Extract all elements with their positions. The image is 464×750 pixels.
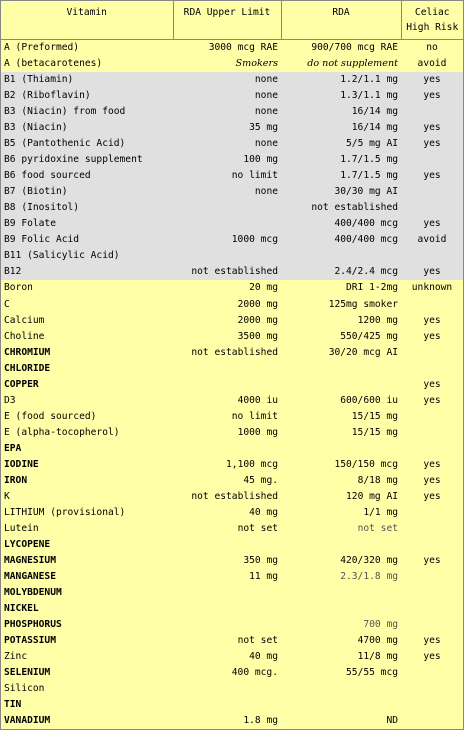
upper-limit-cell: not established xyxy=(173,345,281,361)
vitamin-name-cell: CHROMIUM xyxy=(1,345,173,361)
celiac-risk-cell xyxy=(401,521,463,537)
upper-limit-cell: 40 mg xyxy=(173,649,281,665)
vitamin-name-cell: TIN xyxy=(1,697,173,713)
vitamin-name-cell: Zinc xyxy=(1,649,173,665)
table-row xyxy=(1,297,463,313)
upper-limit-cell xyxy=(173,537,281,553)
header-high-risk-label: High Risk xyxy=(406,22,459,33)
rda-cell xyxy=(281,585,401,601)
table-row xyxy=(1,248,463,264)
table-row xyxy=(1,505,463,521)
table-row xyxy=(1,280,463,296)
vitamin-name-cell: VANADIUM xyxy=(1,713,173,729)
rda-cell: 15/15 mg xyxy=(281,425,401,441)
rda-cell: 420/320 mg xyxy=(281,553,401,569)
upper-limit-cell xyxy=(173,361,281,377)
celiac-risk-cell xyxy=(401,297,463,313)
upper-limit-cell xyxy=(173,200,281,216)
table-row xyxy=(1,72,463,88)
vitamin-name-cell: Boron xyxy=(1,280,173,296)
table-row xyxy=(1,168,463,184)
vitamin-name-cell: B2 (Riboflavin) xyxy=(1,88,173,104)
celiac-risk-cell xyxy=(401,200,463,216)
upper-limit-cell: 1.8 mg xyxy=(173,713,281,729)
vitamin-name-cell: IRON xyxy=(1,473,173,489)
vitamin-name-cell: B11 (Salicylic Acid) xyxy=(1,248,173,264)
celiac-risk-cell xyxy=(401,681,463,697)
celiac-risk-cell xyxy=(401,441,463,457)
rda-cell: 600/600 iu xyxy=(281,393,401,409)
rda-cell: 16/14 mg xyxy=(281,120,401,136)
rda-cell: 1/1 mg xyxy=(281,505,401,521)
celiac-risk-cell: yes xyxy=(401,553,463,569)
vitamin-name-cell: C xyxy=(1,297,173,313)
table-row xyxy=(1,457,463,473)
upper-limit-cell: 4000 iu xyxy=(173,393,281,409)
upper-limit-cell: 2000 mg xyxy=(173,297,281,313)
table-row xyxy=(1,200,463,216)
rda-cell: 55/55 mcg xyxy=(281,665,401,681)
celiac-risk-cell xyxy=(401,505,463,521)
vitamin-name-cell: Calcium xyxy=(1,313,173,329)
vitamin-name-cell: K xyxy=(1,489,173,505)
table-row xyxy=(1,649,463,665)
table-row xyxy=(1,473,463,489)
rda-cell xyxy=(281,248,401,264)
table-row xyxy=(1,313,463,329)
rda-cell: 150/150 mcg xyxy=(281,457,401,473)
rda-cell: 30/30 mg AI xyxy=(281,184,401,200)
vitamin-name-cell: B7 (Biotin) xyxy=(1,184,173,200)
table-row xyxy=(1,681,463,697)
table-row xyxy=(1,633,463,649)
table-row xyxy=(1,441,463,457)
celiac-risk-cell: unknown xyxy=(401,280,463,296)
upper-limit-cell: 3000 mcg RAE xyxy=(173,40,281,57)
rda-cell: 400/400 mcg xyxy=(281,216,401,232)
header-row xyxy=(1,1,463,40)
table-row xyxy=(1,361,463,377)
table-row xyxy=(1,40,463,57)
celiac-risk-cell xyxy=(401,713,463,729)
celiac-risk-cell: yes xyxy=(401,329,463,345)
table-row xyxy=(1,345,463,361)
table-row xyxy=(1,425,463,441)
vitamin-name-cell: Choline xyxy=(1,329,173,345)
celiac-risk-cell: yes xyxy=(401,313,463,329)
celiac-risk-cell xyxy=(401,104,463,120)
rda-cell xyxy=(281,361,401,377)
celiac-risk-cell: yes xyxy=(401,216,463,232)
celiac-risk-cell xyxy=(401,617,463,633)
vitamin-name-cell: MAGNESIUM xyxy=(1,553,173,569)
upper-limit-cell: no limit xyxy=(173,409,281,425)
upper-limit-cell: none xyxy=(173,104,281,120)
rda-cell: 1.7/1.5 mg xyxy=(281,168,401,184)
vitamin-name-cell: B9 Folate xyxy=(1,216,173,232)
celiac-risk-cell: yes xyxy=(401,136,463,152)
vitamin-name-cell: IODINE xyxy=(1,457,173,473)
rda-cell: 400/400 mcg xyxy=(281,232,401,248)
celiac-risk-cell xyxy=(401,569,463,585)
table-row xyxy=(1,104,463,120)
vitamin-name-cell: E (alpha-tocopherol) xyxy=(1,425,173,441)
celiac-risk-cell xyxy=(401,345,463,361)
vitamin-name-cell: B1 (Thiamin) xyxy=(1,72,173,88)
rda-cell: DRI 1-2mg xyxy=(281,280,401,296)
celiac-risk-cell: yes xyxy=(401,377,463,393)
rda-cell: 2.3/1.8 mg xyxy=(281,569,401,585)
header-rda xyxy=(281,1,401,40)
upper-limit-cell: none xyxy=(173,136,281,152)
rda-cell xyxy=(281,697,401,713)
rda-cell: 2.4/2.4 mcg xyxy=(281,264,401,280)
upper-limit-cell: 1000 mcg xyxy=(173,232,281,248)
upper-limit-cell xyxy=(173,248,281,264)
vitamin-name-cell: POTASSIUM xyxy=(1,633,173,649)
celiac-risk-cell xyxy=(401,537,463,553)
header-vitamin-label: Vitamin xyxy=(66,7,107,18)
upper-limit-cell xyxy=(173,601,281,617)
upper-limit-cell: 400 mcg. xyxy=(173,665,281,681)
vitamin-name-cell: B8 (Inositol) xyxy=(1,200,173,216)
rda-cell: 1.2/1.1 mg xyxy=(281,72,401,88)
upper-limit-cell: none xyxy=(173,184,281,200)
vitamin-name-cell: CHLORIDE xyxy=(1,361,173,377)
vitamin-name-cell: COPPER xyxy=(1,377,173,393)
rda-cell: 120 mg AI xyxy=(281,489,401,505)
table-row xyxy=(1,152,463,168)
upper-limit-cell: not set xyxy=(173,633,281,649)
table-row xyxy=(1,264,463,280)
celiac-risk-cell: yes xyxy=(401,473,463,489)
vitamin-name-cell: A (Preformed) xyxy=(1,40,173,57)
celiac-risk-cell xyxy=(401,665,463,681)
upper-limit-cell: not set xyxy=(173,521,281,537)
rda-cell: 16/14 mg xyxy=(281,104,401,120)
upper-limit-cell: Smokers xyxy=(173,56,281,72)
rda-cell: do not supplement xyxy=(281,56,401,72)
upper-limit-cell: 3500 mg xyxy=(173,329,281,345)
rda-cell: 700 mg xyxy=(281,617,401,633)
upper-limit-cell: 20 mg xyxy=(173,280,281,296)
header-vitamin xyxy=(1,1,173,40)
celiac-risk-cell: yes xyxy=(401,393,463,409)
vitamin-name-cell: LYCOPENE xyxy=(1,537,173,553)
vitamin-name-cell: Lutein xyxy=(1,521,173,537)
rda-cell: 15/15 mg xyxy=(281,409,401,425)
upper-limit-cell xyxy=(173,585,281,601)
vitamin-name-cell: B9 Folic Acid xyxy=(1,232,173,248)
celiac-risk-cell xyxy=(401,184,463,200)
table-row xyxy=(1,393,463,409)
celiac-risk-cell xyxy=(401,361,463,377)
rda-cell: 1.3/1.1 mg xyxy=(281,88,401,104)
upper-limit-cell: 2000 mg xyxy=(173,313,281,329)
vitamin-name-cell: EPA xyxy=(1,441,173,457)
celiac-risk-cell: yes xyxy=(401,633,463,649)
vitamin-name-cell: D3 xyxy=(1,393,173,409)
celiac-risk-cell xyxy=(401,425,463,441)
table-row xyxy=(1,136,463,152)
vitamin-name-cell: MANGANESE xyxy=(1,569,173,585)
rda-cell: 11/8 mg xyxy=(281,649,401,665)
header-rda-label: RDA xyxy=(332,7,350,18)
vitamin-name-cell: NICKEL xyxy=(1,601,173,617)
upper-limit-cell: 350 mg xyxy=(173,553,281,569)
upper-limit-cell: 45 mg. xyxy=(173,473,281,489)
upper-limit-cell: not established xyxy=(173,264,281,280)
table-row xyxy=(1,184,463,200)
table-body xyxy=(1,40,463,730)
table-row xyxy=(1,665,463,681)
table-row xyxy=(1,697,463,713)
table-row xyxy=(1,537,463,553)
celiac-risk-cell: yes xyxy=(401,649,463,665)
upper-limit-cell xyxy=(173,377,281,393)
vitamin-name-cell: B12 xyxy=(1,264,173,280)
vitamin-table xyxy=(1,1,463,729)
rda-cell: ND xyxy=(281,713,401,729)
celiac-risk-cell: yes xyxy=(401,168,463,184)
vitamin-name-cell: Silicon xyxy=(1,681,173,697)
vitamin-name-cell: B5 (Pantothenic Acid) xyxy=(1,136,173,152)
header-celiac-label: Celiac xyxy=(414,7,450,18)
rda-cell: not established xyxy=(281,200,401,216)
upper-limit-cell: 40 mg xyxy=(173,505,281,521)
upper-limit-cell: no limit xyxy=(173,168,281,184)
upper-limit-cell xyxy=(173,216,281,232)
celiac-risk-cell xyxy=(401,601,463,617)
rda-cell: 1200 mg xyxy=(281,313,401,329)
vitamin-name-cell: B3 (Niacin) xyxy=(1,120,173,136)
upper-limit-cell: 1,100 mcg xyxy=(173,457,281,473)
table-row xyxy=(1,120,463,136)
upper-limit-cell: 1000 mg xyxy=(173,425,281,441)
rda-cell xyxy=(281,601,401,617)
upper-limit-cell: 100 mg xyxy=(173,152,281,168)
vitamin-name-cell: SELENIUM xyxy=(1,665,173,681)
table-row xyxy=(1,88,463,104)
celiac-risk-cell: no xyxy=(401,40,463,57)
upper-limit-cell: none xyxy=(173,88,281,104)
celiac-risk-cell: yes xyxy=(401,120,463,136)
celiac-risk-cell: yes xyxy=(401,489,463,505)
table-row xyxy=(1,521,463,537)
celiac-risk-cell: yes xyxy=(401,264,463,280)
vitamin-name-cell: B6 food sourced xyxy=(1,168,173,184)
upper-limit-cell: none xyxy=(173,72,281,88)
table-row xyxy=(1,489,463,505)
table-row xyxy=(1,232,463,248)
celiac-risk-cell: yes xyxy=(401,72,463,88)
vitamin-name-cell: A (betacarotenes) xyxy=(1,56,173,72)
celiac-risk-cell xyxy=(401,248,463,264)
rda-cell xyxy=(281,377,401,393)
table-row xyxy=(1,216,463,232)
celiac-risk-cell xyxy=(401,697,463,713)
table-row xyxy=(1,713,463,729)
table-row xyxy=(1,553,463,569)
rda-cell: 4700 mg xyxy=(281,633,401,649)
table-row xyxy=(1,601,463,617)
vitamin-name-cell: B3 (Niacin) from food xyxy=(1,104,173,120)
upper-limit-cell xyxy=(173,617,281,633)
celiac-risk-cell: yes xyxy=(401,88,463,104)
table-row xyxy=(1,329,463,345)
upper-limit-cell: 11 mg xyxy=(173,569,281,585)
rda-cell: 5/5 mg AI xyxy=(281,136,401,152)
rda-cell xyxy=(281,441,401,457)
header-upper-limit xyxy=(173,1,281,40)
rda-cell: 125mg smoker xyxy=(281,297,401,313)
celiac-risk-cell xyxy=(401,152,463,168)
rda-cell xyxy=(281,681,401,697)
vitamin-name-cell: PHOSPHORUS xyxy=(1,617,173,633)
rda-cell: 550/425 mg xyxy=(281,329,401,345)
vitamin-name-cell: LITHIUM (provisional) xyxy=(1,505,173,521)
table-row xyxy=(1,56,463,72)
upper-limit-cell xyxy=(173,697,281,713)
vitamin-name-cell: B6 pyridoxine supplement xyxy=(1,152,173,168)
rda-cell: 30/20 mcg AI xyxy=(281,345,401,361)
header-upper-limit-label: RDA Upper Limit xyxy=(183,7,271,18)
upper-limit-cell xyxy=(173,441,281,457)
celiac-risk-cell: yes xyxy=(401,457,463,473)
celiac-risk-cell: avoid xyxy=(401,232,463,248)
vitamin-name-cell: E (food sourced) xyxy=(1,409,173,425)
vitamin-name-cell: MOLYBDENUM xyxy=(1,585,173,601)
rda-cell: 900/700 mcg RAE xyxy=(281,40,401,57)
upper-limit-cell: 35 mg xyxy=(173,120,281,136)
rda-cell: 8/18 mg xyxy=(281,473,401,489)
table-row xyxy=(1,585,463,601)
celiac-risk-cell: avoid xyxy=(401,56,463,72)
upper-limit-cell xyxy=(173,681,281,697)
celiac-risk-cell xyxy=(401,409,463,425)
celiac-risk-cell xyxy=(401,585,463,601)
table-row xyxy=(1,377,463,393)
rda-cell: not set xyxy=(281,521,401,537)
table-row xyxy=(1,409,463,425)
table-row xyxy=(1,617,463,633)
upper-limit-cell: not established xyxy=(173,489,281,505)
table-row xyxy=(1,569,463,585)
rda-cell: 1.7/1.5 mg xyxy=(281,152,401,168)
header-celiac-risk xyxy=(401,1,463,40)
rda-cell xyxy=(281,537,401,553)
